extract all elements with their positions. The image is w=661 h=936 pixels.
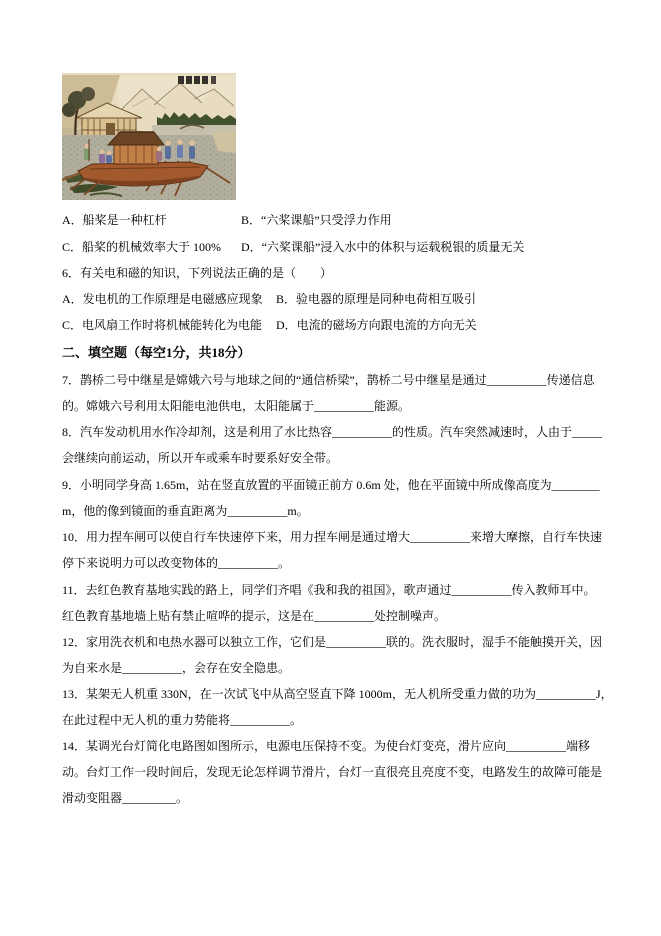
q14-line-1: 14．某调光台灯简化电路图如图所示，电源电压保持不变。为使台灯变亮，滑片应向__________端移 (62, 739, 591, 753)
q10-line-2: 停下来说明力可以改变物体的__________。 (62, 556, 291, 570)
q6-options-row-1 (62, 291, 476, 307)
q5-options-row-2 (62, 239, 524, 255)
q7-line-2: 的。嫦娥六号利用太阳能电池供电，太阳能属于__________能源。 (62, 399, 411, 413)
q8-line-2: 会继续向前运动，所以开车或乘车时要系好安全带。 (62, 451, 339, 465)
q5-option-c: C．船桨的机械效率大于 100% (62, 240, 222, 254)
q6-option-c: C．电风扇工作时将机械能转化为电能 (62, 318, 263, 332)
painting-rowers (165, 139, 195, 159)
q6-option-b: B．验电器的原理是同种电荷相互吸引 (276, 292, 477, 306)
q12-line-2: 为自来水是__________，会存在安全隐患。 (62, 661, 291, 675)
q13-line-1: 13．某架无人机重 330N，在一次试飞中从高空竖直下降 1000m，无人机所受重力做的功为__________J， (62, 687, 613, 701)
q5-option-b: B．“六桨课船”只受浮力作用 (241, 213, 392, 227)
boat-painting-figure (62, 73, 236, 200)
q6-option-d: D．电流的磁场方向跟电流的方向无关 (276, 318, 477, 332)
q5-option-a: A．船桨是一种杠杆 (62, 213, 167, 227)
q10-line-1: 10．用力捏车闸可以使自行车快速停下来，用力捏车闸是通过增大__________来增大摩擦，自行车快速 (62, 530, 603, 544)
q11-line-2: 红色教育基地墙上贴有禁止喧哗的提示，这是在__________处控制噪声。 (62, 609, 447, 623)
q6-stem: 6．有关电和磁的知识，下列说法正确的是（ ） (62, 266, 333, 280)
q8-line-1: 8．汽车发动机用水作冷却剂，这是利用了水比热容__________的性质。汽车突然减速时，人由于_____ (62, 425, 603, 439)
q14-line-2: 动。台灯工作一段时间后，发现无论怎样调节滑片，台灯一直很亮且亮度不变，电路发生的故障可能是 (62, 765, 603, 779)
q5-option-d: D．“六桨课船”浸入水中的体积与运载税银的质量无关 (241, 240, 525, 254)
q14-line-3: 滑动变阻器_________。 (62, 791, 189, 805)
q7-line-1: 7．鹊桥二号中继星是嫦娥六号与地球之间的“通信桥梁”，鹊桥二号中继星是通过__________传递信息 (62, 373, 595, 387)
q9-line-1: 9．小明同学身高 1.65m，站在竖直放置的平面镜正前方 0.6m 处，他在平面镜中所成像高度为________ (62, 478, 600, 492)
q6-options-row-2 (62, 317, 477, 333)
q11-line-1: 11．去红色教育基地实践的路上，同学们齐唱《我和我的祖国》，歌声通过__________传入教师耳中。 (62, 583, 596, 597)
q9-line-2: m，他的像到镜面的垂直距离为__________m。 (62, 504, 309, 518)
q13-line-2: 在此过程中无人机的重力势能将__________。 (62, 713, 303, 727)
q12-line-1: 12．家用洗衣机和电热水器可以独立工作，它们是__________联的。洗衣服时，湿手不能触摸开关，因 (62, 635, 603, 649)
q5-options-row-1 (62, 212, 392, 228)
q6-option-a: A．发电机的工作原理是电磁感应现象 (62, 292, 263, 306)
fill-section-heading: 二、填空题（每空1分，共18分） (62, 345, 251, 360)
